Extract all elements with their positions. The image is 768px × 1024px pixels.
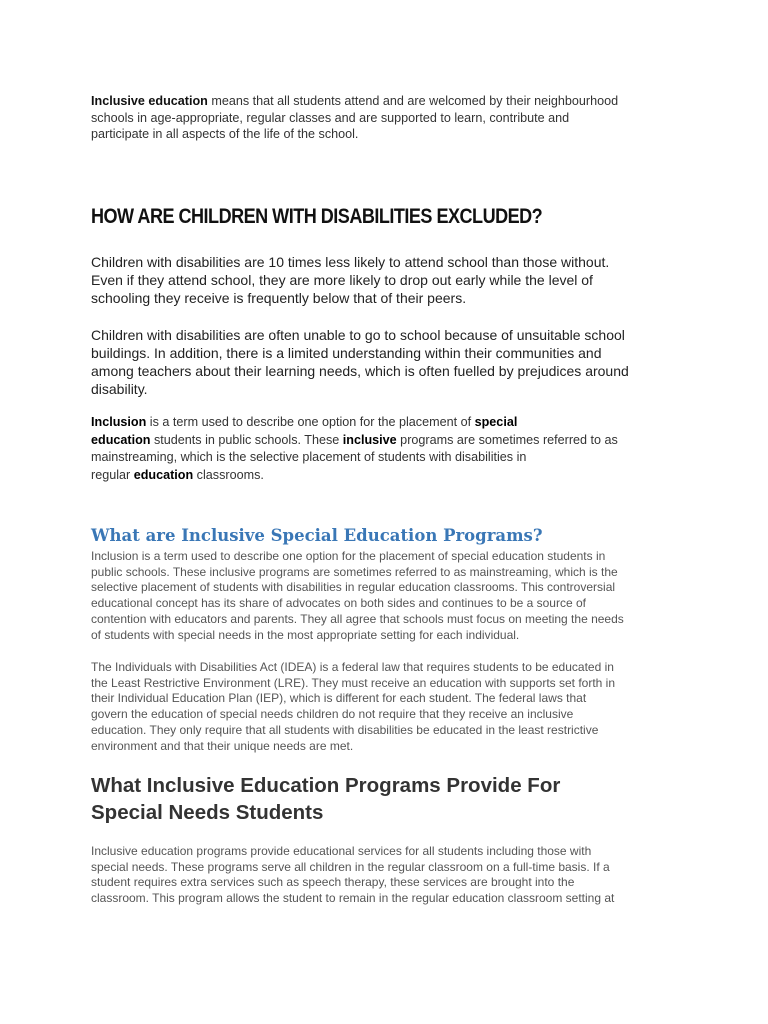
intro-line-2: schools in age-appropriate, regular classes and are supported to learn, contribute and: [91, 110, 570, 125]
section1-paragraph-1: Children with disabilities are 10 times less likely to attend school than those without. Even if they attend school, they are more likely to drop out early while the level of schooling they receive is frequently below that of their peers.: [91, 254, 610, 306]
intro-line-3: participate in all aspects of the life of the school.: [91, 127, 359, 141]
intro-term: Inclusive education: [91, 94, 208, 108]
section1-paragraph-2: Children with disabilities are often unable to go to school because of unsuitable school buildings. In addition, there is a limited understanding within their communities and among teachers about their learning needs, which is often fuelled by prejudices around disability.: [91, 327, 629, 397]
section1-paragraph-3: Inclusion is a term used to describe one option for the placement of special education students in public schools. These inclusive programs are sometimes referred to as mainstreaming, which is the selective placement of students with disabilities in regular education classrooms.: [91, 415, 618, 482]
section2-heading: What are Inclusive Special Education Programs?: [91, 526, 543, 545]
section3-heading: What Inclusive Education Programs Provide For Special Needs Students: [91, 774, 561, 824]
section2-paragraph-1: Inclusion is a term used to describe one option for the placement of special education students in public schools. These inclusive programs are sometimes referred to as mainstreaming, which is the selective placement of students with disabilities in regular education classrooms. This controversial educational concept has its share of advocates on both sides and continues to be a source of contention with educators and parents. They all agree that schools must focus on meeting the needs of students with special needs in the most appropriate setting for each individual.: [91, 549, 624, 642]
section2-paragraph-2: The Individuals with Disabilities Act (IDEA) is a federal law that requires students to be educated in the Least Restrictive Environment (LRE). They must receive an education with supports set forth in their Individual Education Plan (IEP), which is different for each student. The federal laws that govern the education of special needs children do not require that they receive an inclusive education. They only require that all students with disabilities be educated in the least restrictive environment and that their unique needs are met.: [91, 660, 616, 753]
intro-line-1: Inclusive education means that all students attend and are welcomed by their neighbourhood: [91, 94, 619, 108]
section3-paragraph-1: Inclusive education programs provide educational services for all students including those with special needs. These programs serve all children in the regular classroom on a full-time basis. If a student requires extra services such as speech therapy, these services are brought into the classroom. This program allows the student to remain in the regular education classroom setting at: [91, 844, 615, 906]
intro-paragraph: [91, 93, 691, 143]
section1-heading: HOW ARE CHILDREN WITH DISABILITIES EXCLUDED?: [91, 205, 543, 228]
